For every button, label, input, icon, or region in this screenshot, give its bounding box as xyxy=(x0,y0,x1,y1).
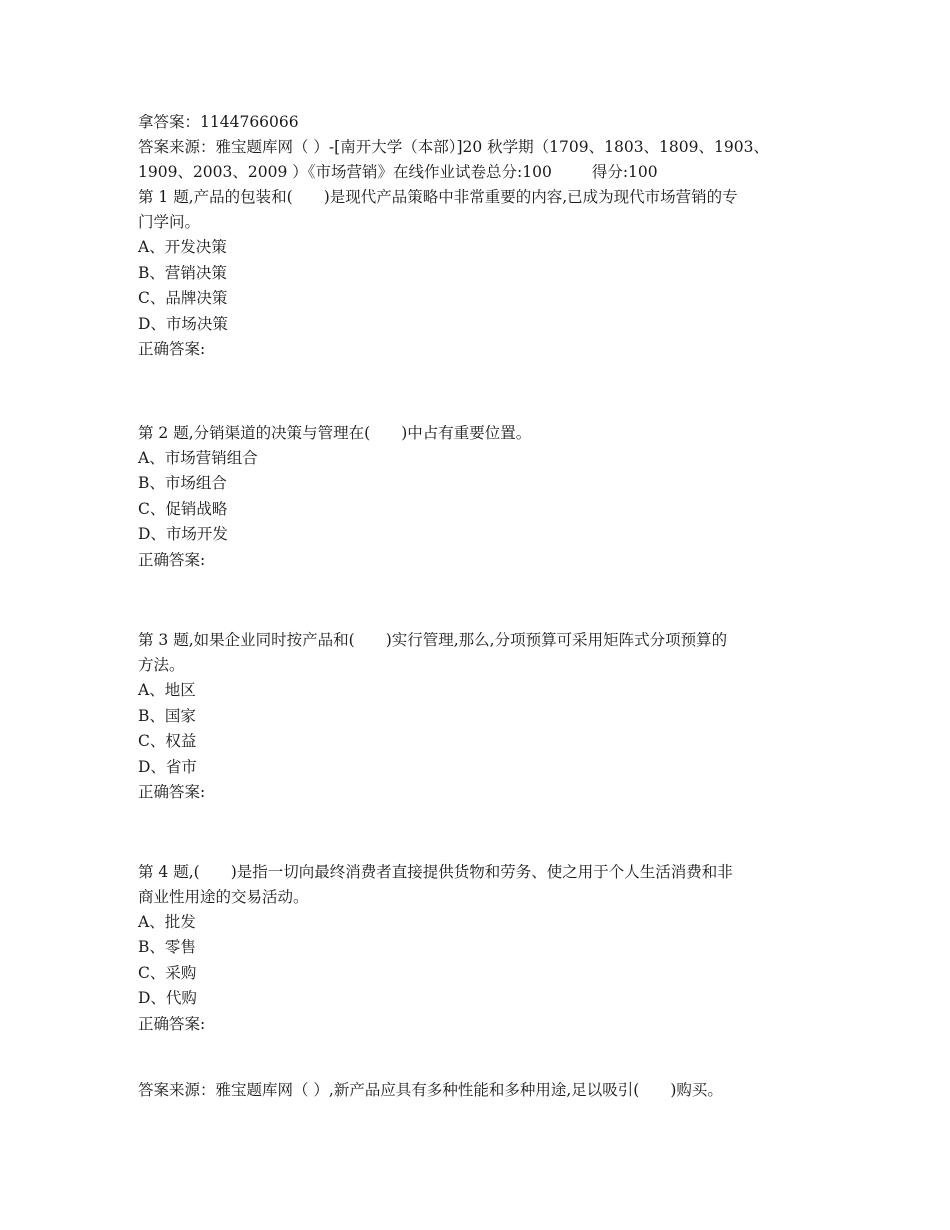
answer-label: 正确答案: xyxy=(138,783,206,801)
option-a: A、市场营销组合 xyxy=(138,448,258,467)
question-stem: 第 1 题,产品的包装和( )是现代产品策略中非常重要的内容,已成为现代市场营销的专 xyxy=(138,188,738,206)
question-stem: 第 3 题,如果企业同时按产品和( )实行管理,那么,分项预算可采用矩阵式分项预算的 xyxy=(138,631,728,649)
option-b: B、零售 xyxy=(138,938,196,956)
source-line-2 xyxy=(138,160,818,185)
answer-label: 正确答案: xyxy=(138,340,206,358)
question-stem: 第 4 题,( )是指一切向最终消费者直接提供货物和劳务、使之用于个人生活消费和非 xyxy=(138,862,733,881)
option-d: D、市场开发 xyxy=(138,525,228,543)
trailing-question-line: 答案来源：雅宝题库网（ ）,新产品应具有多种性能和多种用途,足以吸引( )购买。 xyxy=(138,1081,723,1099)
question-stem-cont: 门学问。 xyxy=(138,213,201,231)
contact-label: 拿答案： xyxy=(138,113,201,131)
question-stem: 第 2 题,分销渠道的决策与管理在( )中占有重要位置。 xyxy=(138,423,532,442)
question-4 xyxy=(138,860,818,1038)
question-stem-cont: 商业性用途的交易活动。 xyxy=(138,887,309,906)
contact-value: 1144766066 xyxy=(200,113,299,131)
option-c: C、权益 xyxy=(138,732,197,750)
document-body xyxy=(138,110,818,1037)
option-b: B、市场组合 xyxy=(138,474,227,492)
answer-label: 正确答案: xyxy=(138,550,206,569)
option-a: A、开发决策 xyxy=(138,238,227,256)
option-d: D、代购 xyxy=(138,989,197,1007)
option-b: B、营销决策 xyxy=(138,263,227,282)
question-1 xyxy=(138,185,818,363)
question-stem-cont: 方法。 xyxy=(138,656,185,674)
contact-line xyxy=(138,110,818,135)
source-line-1: 答案来源：雅宝题库网（ ）-[南开大学（本部）]20 秋学期（1709、1803、1809、1903、 xyxy=(138,138,769,156)
question-2 xyxy=(138,421,818,574)
option-c: C、促销战略 xyxy=(138,499,228,518)
option-a: A、地区 xyxy=(138,681,196,699)
option-d: D、市场决策 xyxy=(138,314,228,333)
answer-label: 正确答案: xyxy=(138,1014,206,1033)
option-b: B、国家 xyxy=(138,706,196,725)
option-d: D、省市 xyxy=(138,757,197,776)
option-a: A、批发 xyxy=(138,912,196,931)
option-c: C、品牌决策 xyxy=(138,289,228,307)
option-c: C、采购 xyxy=(138,963,197,982)
score-text: 得分:100 xyxy=(591,163,658,181)
exam-title: 1909、2003、2009 ）《市场营销》在线作业试卷总分:100 xyxy=(138,163,552,181)
question-3 xyxy=(138,628,818,806)
